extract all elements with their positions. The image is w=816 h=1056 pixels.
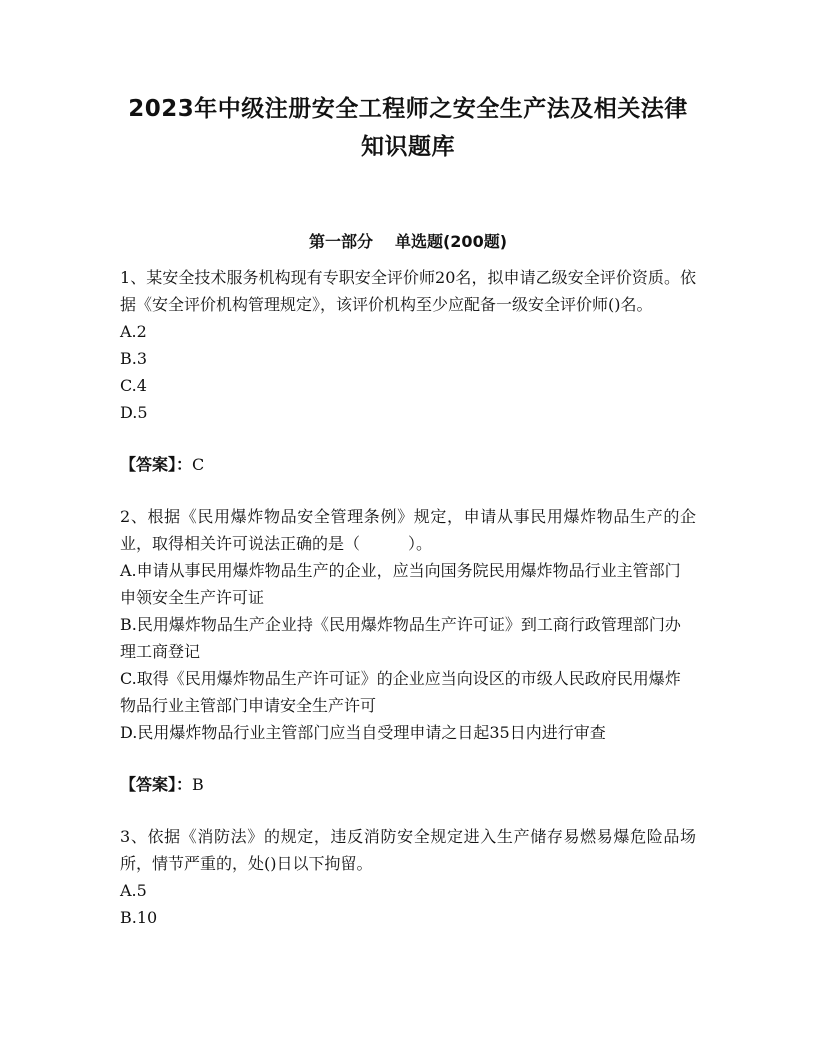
section-heading-part: 第一部分 — [308, 232, 373, 251]
answer-value: B — [192, 775, 204, 794]
question-3 — [120, 823, 696, 931]
option-d: D.5 — [120, 403, 148, 422]
document-title — [120, 90, 696, 166]
document-title-line-2: 知识题库 — [361, 134, 455, 160]
question-1 — [120, 264, 696, 426]
question-text: 3、依据《消防法》的规定，违反消防安全规定进入生产储存易燃易爆危险品场所，情节严重的，处()日以下拘留。 — [120, 827, 696, 873]
option-b: B.民用爆炸物品生产企业持《民用爆炸物品生产许可证》到工商行政管理部门办理工商登记 — [120, 615, 681, 661]
section-heading — [120, 230, 696, 254]
option-d: D.民用爆炸物品行业主管部门应当自受理申请之日起35日内进行审查 — [120, 723, 606, 742]
option-a: A.申请从事民用爆炸物品生产的企业，应当向国务院民用爆炸物品行业主管部门申领安全生产许可证 — [120, 561, 681, 607]
option-c: C.4 — [120, 376, 147, 395]
answer-label: 【答案】： — [120, 455, 193, 474]
answer-label: 【答案】： — [120, 775, 193, 794]
option-c: C.取得《民用爆炸物品生产许可证》的企业应当向设区的市级人民政府民用爆炸物品行业主管部门申请安全生产许可 — [120, 669, 681, 715]
question-2 — [120, 503, 696, 746]
option-a: A.2 — [120, 322, 147, 341]
answer-1 — [120, 451, 696, 478]
option-b: B.10 — [120, 908, 158, 927]
question-text: 2、根据《民用爆炸物品安全管理条例》规定，申请从事民用爆炸物品生产的企业，取得相关许可说法正确的是（ ）。 — [120, 507, 696, 553]
option-b: B.3 — [120, 349, 148, 368]
section-heading-type: 单选题(200题) — [394, 232, 508, 251]
question-text: 1、某安全技术服务机构现有专职安全评价师20名，拟申请乙级安全评价资质。依据《安全评价机构管理规定》，该评价机构至少应配备一级安全评价师()名。 — [120, 268, 696, 314]
document-title-line-1: 2023年中级注册安全工程师之安全生产法及相关法律 — [128, 96, 688, 122]
answer-2 — [120, 771, 696, 798]
option-a: A.5 — [120, 881, 147, 900]
answer-value: C — [192, 455, 205, 474]
